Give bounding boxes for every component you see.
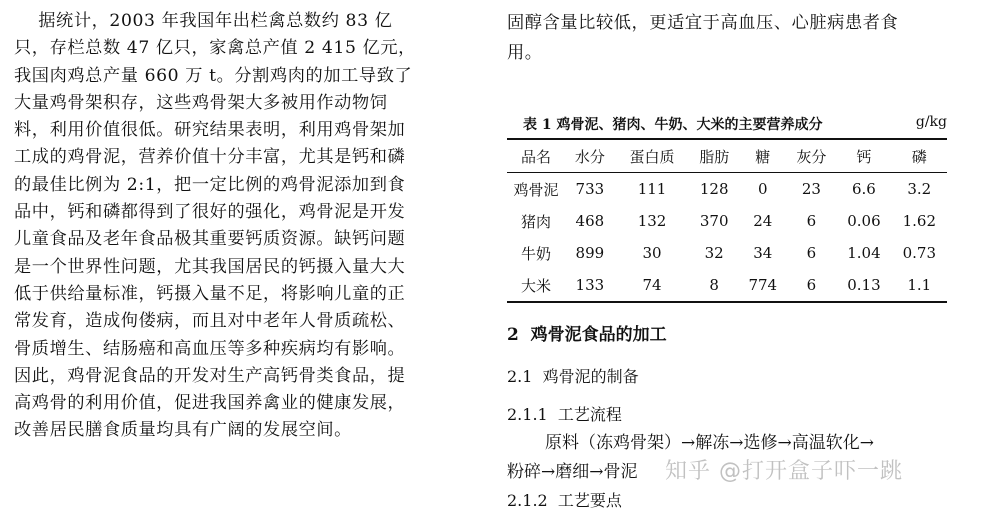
- table-cell: 大米: [520, 276, 551, 295]
- table-row: [507, 205, 947, 237]
- table-cell: 74: [642, 276, 662, 294]
- table-header-cell: 脂肪: [699, 147, 730, 166]
- paragraph-line: 料，利用价值很低。研究结果表明，利用鸡骨架加: [14, 120, 406, 141]
- body-text-left-column: [14, 8, 480, 445]
- table-header-cell: 品名: [520, 147, 551, 166]
- process-flow-line: 粉碎→磨细→骨泥: [507, 462, 638, 482]
- table-cell: 1.1: [907, 276, 932, 294]
- table-header-cell: 磷: [911, 147, 927, 166]
- table-cell: 0: [758, 180, 768, 198]
- table-cell: 23: [801, 180, 821, 198]
- table-header-row: [507, 139, 947, 173]
- paragraph-line: 据统计，2003 年我国年出栏禽总数约 83 亿: [14, 11, 393, 31]
- table-cell: 30: [642, 244, 662, 262]
- paragraph-line: 工成的鸡骨泥，营养价值十分丰富，尤其是钙和磷: [14, 147, 406, 168]
- nutrition-table: [507, 138, 947, 303]
- table-cell: 6.6: [851, 180, 876, 198]
- table-cell: 牛奶: [520, 244, 551, 263]
- table-cell: 774: [748, 276, 778, 294]
- paragraph-line: 因此，鸡骨泥食品的开发对生产高钙骨类食品，提: [14, 365, 406, 386]
- table-header-cell: 灰分: [796, 147, 827, 166]
- paragraph-line: 只，存栏总数 47 亿只，家禽总产值 2 415 亿元，: [14, 38, 416, 59]
- table-cell: 6: [806, 276, 817, 294]
- table-cell: 0.13: [847, 276, 881, 294]
- process-flow-line: 原料（冻鸡骨架）→解冻→选修→高温软化→: [545, 433, 874, 453]
- watermark: 知乎 @打开盒子吓一跳: [665, 459, 903, 484]
- table-cell: 111: [637, 180, 667, 198]
- table-caption: [507, 112, 947, 134]
- section-heading: 2 鸡骨泥食品的加工: [507, 325, 667, 345]
- paragraph-line: 大量鸡骨架积存，这些鸡骨架大多被用作动物饲: [14, 92, 388, 113]
- table-cell: 468: [575, 212, 605, 230]
- paragraph-line: 我国肉鸡总产量 660 万 t。分割鸡肉的加工导致了: [14, 65, 413, 86]
- body-text-right-column: [507, 8, 962, 68]
- table-row: [507, 237, 947, 269]
- table-header-cell: 水分: [574, 147, 605, 166]
- table-cell: 370: [699, 212, 729, 230]
- table-title: 表 1 鸡骨泥、猪肉、牛奶、大米的主要营养成分: [523, 117, 823, 133]
- table-cell: 0.73: [902, 244, 936, 262]
- table-cell: 34: [753, 244, 773, 262]
- table-cell: 猪肉: [520, 212, 551, 231]
- subsubsection-heading: 2.1.1 工艺流程: [507, 405, 622, 424]
- nutrition-table-block: [507, 112, 947, 303]
- paragraph-line: 常发育，造成佝偻病，而且对中老年人骨质疏松、: [14, 311, 406, 332]
- table-cell: 133: [575, 276, 605, 294]
- subsection-heading: 2.1 鸡骨泥的制备: [507, 367, 639, 386]
- table-cell: 24: [753, 212, 773, 230]
- table-cell: 128: [699, 180, 729, 198]
- table-header-cell: 蛋白质: [629, 147, 675, 166]
- paragraph-line: 品中，钙和磷都得到了很好的强化，鸡骨泥是开发: [14, 202, 406, 223]
- table-cell: 6: [806, 212, 817, 230]
- paragraph-line: 是一个世界性问题，尤其我国居民的钙摄入量大大: [14, 256, 406, 277]
- table-row: [507, 269, 947, 302]
- paragraph-line: 改善居民膳食质量均具有广阔的发展空间。: [14, 420, 352, 441]
- table-header-cell: 钙: [856, 147, 872, 166]
- table-header-cell: 糖: [755, 147, 771, 166]
- table-cell: 132: [637, 212, 667, 230]
- paragraph-line: 用。: [507, 43, 543, 63]
- table-unit: g/kg: [915, 114, 947, 130]
- table-cell: 32: [704, 244, 724, 262]
- table-cell: 899: [575, 244, 605, 262]
- table-cell: 鸡骨泥: [513, 180, 559, 199]
- subsubsection-heading: 2.1.2 工艺要点: [507, 491, 622, 510]
- table-cell: 1.04: [847, 244, 881, 262]
- table-cell: 0.06: [847, 212, 881, 230]
- paragraph-line: 高鸡骨的利用价值，促进我国养禽业的健康发展，: [14, 393, 406, 414]
- table-row: [507, 173, 947, 206]
- paragraph-line: 低于供给量标准，钙摄入量不足，将影响儿童的正: [14, 283, 406, 304]
- paragraph-line: 骨质增生、结肠癌和高血压等多种疾病均有影响。: [14, 338, 406, 359]
- table-cell: 733: [575, 180, 605, 198]
- table-cell: 6: [806, 244, 817, 262]
- table-cell: 1.62: [902, 212, 936, 230]
- paragraph-line: 儿童食品及老年食品极其重要钙质资源。缺钙问题: [14, 229, 406, 250]
- paragraph-line: 的最佳比例为 2:1，把一定比例的鸡骨泥添加到食: [14, 174, 406, 195]
- table-cell: 8: [709, 276, 719, 294]
- paragraph-line: 固醇含量比较低，更适宜于高血压、心脏病患者食: [507, 13, 899, 33]
- table-cell: 3.2: [907, 180, 932, 198]
